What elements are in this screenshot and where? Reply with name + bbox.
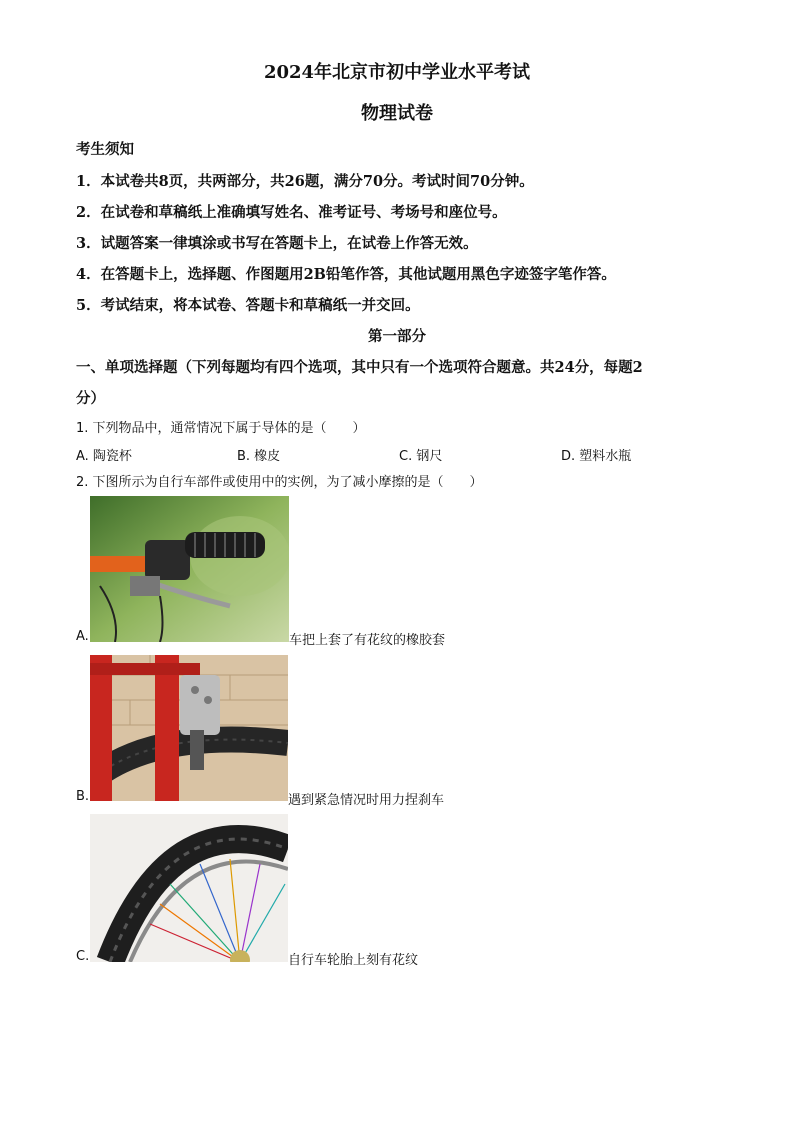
question-2-stem: 2. 下图所示为自行车部件或使用中的实例，为了减小摩擦的是（ ） [76, 475, 483, 490]
notice-item: 2．在试卷和草稿纸上准确填写姓名、准考证号、考场号和座位号。 [76, 204, 507, 221]
q1-option-d: D. 塑料水瓶 [561, 449, 632, 464]
q2-option-b-text: 遇到紧急情况时用力捏刹车 [288, 793, 445, 808]
notice-item: 5．考试结束，将本试卷、答题卡和草稿纸一并交回。 [76, 297, 420, 314]
notice-item: 4．在答题卡上，选择题、作图题用2B铅笔作答，其他试题用黑色字迹签字笔作答。 [76, 266, 616, 283]
q1-option-a: A. 陶瓷杯 [76, 449, 132, 464]
question-1-stem: 1. 下列物品中，通常情况下属于导体的是（ ） [76, 421, 366, 436]
q1-option-b: B. 橡皮 [237, 449, 281, 464]
notice-item: 3．试题答案一律填涂或书写在答题卡上，在试卷上作答无效。 [76, 235, 478, 252]
q2-option-b-letter: B. [76, 789, 90, 804]
q2-option-c-letter: C. [76, 949, 90, 964]
section-heading-cont: 分） [76, 390, 105, 407]
notice-heading: 考生须知 [76, 141, 134, 158]
part-heading: 第一部分 [368, 328, 426, 345]
notice-item: 1．本试卷共8页，共两部分，共26题，满分70分。考试时间70分钟。 [76, 173, 534, 190]
exam-subtitle: 物理试卷 [361, 103, 433, 124]
q2-option-c-text: 自行车轮胎上刻有花纹 [288, 953, 419, 968]
bicycle-brake-photo [90, 655, 288, 801]
q1-option-c: C. 钢尺 [399, 449, 443, 464]
handlebar-grip-photo [90, 496, 289, 642]
section-heading: 一、单项选择题（下列每题均有四个选项，其中只有一个选项符合题意。共24分，每题2 [76, 359, 643, 376]
bicycle-tire-photo [90, 814, 288, 962]
q2-option-a-letter: A. [76, 629, 89, 644]
q2-option-a-text: 车把上套了有花纹的橡胶套 [289, 633, 446, 648]
exam-title: 2024年北京市初中学业水平考试 [263, 62, 531, 83]
